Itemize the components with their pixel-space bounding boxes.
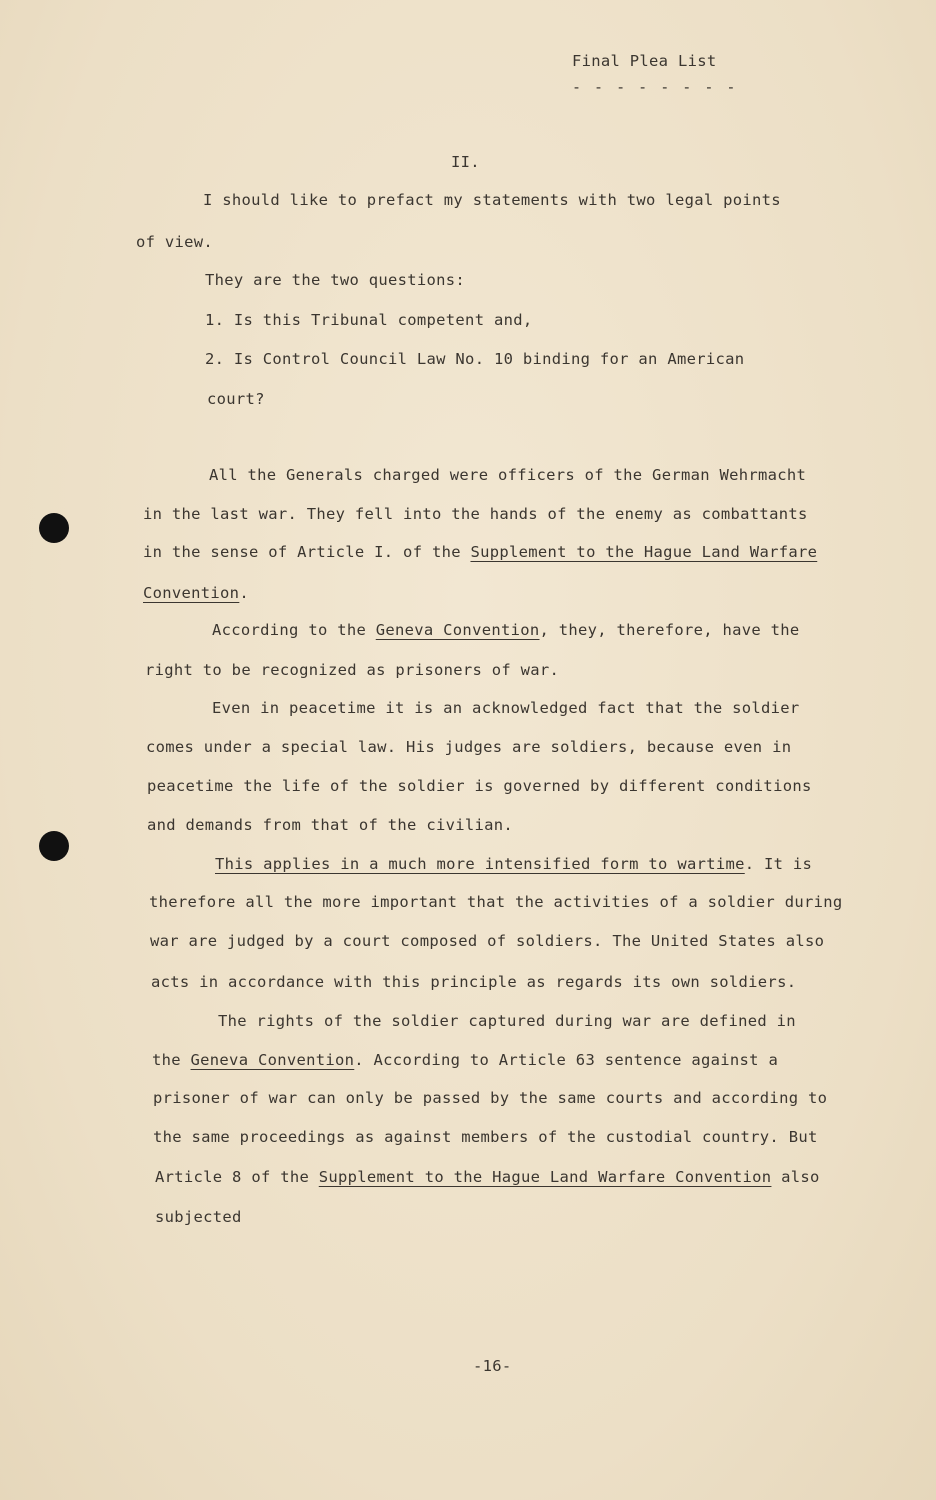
- underlined-reference: Geneva Convention: [375, 621, 540, 639]
- text-line: [205, 271, 465, 289]
- text-span: therefore all the more important that the activities of a soldier during: [149, 893, 843, 911]
- text-span: right to be recognized as prisoners of war.: [145, 661, 560, 679]
- text-line: [152, 1051, 778, 1069]
- text-line: [215, 855, 812, 873]
- text-line: [136, 233, 213, 251]
- text-line: [212, 621, 800, 639]
- text-span: , they, therefore, have the: [539, 621, 800, 639]
- text-line: [151, 973, 796, 991]
- header-underline: - - - - - - - -: [572, 78, 738, 96]
- text-span: in the sense of Article I. of the: [143, 543, 471, 561]
- text-span: acts in accordance with this principle as regards its own soldiers.: [151, 973, 797, 991]
- header-title: Final Plea List: [572, 52, 717, 70]
- text-span: war are judged by a court composed of soldiers. The United States also: [150, 932, 825, 950]
- punch-hole-top: [39, 513, 69, 543]
- text-span: Article 8 of the: [155, 1168, 319, 1186]
- text-line: [212, 699, 800, 717]
- text-line: [155, 1168, 820, 1186]
- text-line: [146, 738, 791, 756]
- text-line: [145, 661, 559, 679]
- text-line: [203, 191, 781, 209]
- text-line: [143, 584, 249, 602]
- text-span: Even in peacetime it is an acknowledged fact that the soldier: [212, 699, 800, 717]
- text-line: [205, 311, 532, 329]
- underlined-reference: This applies in a much more intensified form to wartime: [215, 855, 745, 873]
- text-span: .: [239, 584, 249, 602]
- text-span: 1. Is this Tribunal competent and,: [205, 311, 533, 329]
- underlined-reference: Supplement to the Hague Land Warfare Convention: [318, 1168, 772, 1186]
- text-span: subjected: [155, 1208, 242, 1226]
- text-line: [207, 390, 265, 408]
- text-span: . It is: [744, 855, 813, 873]
- section-number: II.: [451, 153, 480, 171]
- text-line: [218, 1012, 796, 1030]
- text-span: also: [771, 1168, 820, 1186]
- text-span: of view.: [136, 233, 214, 251]
- text-span: prisoner of war can only be passed by the same courts and according to: [153, 1089, 828, 1107]
- underlined-reference: Geneva Convention: [190, 1051, 355, 1069]
- page-number: -16-: [473, 1357, 512, 1375]
- text-span: comes under a special law. His judges are soldiers, because even in: [146, 738, 792, 756]
- text-span: According to the: [212, 621, 376, 639]
- text-span: peacetime the life of the soldier is governed by different conditions: [147, 777, 812, 795]
- text-line: [143, 505, 808, 523]
- text-span: in the last war. They fell into the hands of the enemy as combattants: [143, 505, 808, 523]
- underlined-reference: Convention: [143, 584, 240, 602]
- text-line: [153, 1089, 827, 1107]
- text-line: [209, 466, 806, 484]
- text-span: They are the two questions:: [205, 271, 466, 289]
- text-line: [205, 350, 744, 368]
- underlined-reference: Supplement to the Hague Land Warfare: [470, 543, 818, 561]
- text-span: All the Generals charged were officers of the German Wehrmacht: [209, 466, 807, 484]
- text-span: and demands from that of the civilian.: [147, 816, 514, 834]
- text-span: I should like to prefact my statements with two legal points: [203, 191, 781, 209]
- text-line: [153, 1128, 818, 1146]
- text-line: [149, 893, 843, 911]
- text-span: court?: [207, 390, 265, 408]
- text-line: [143, 543, 817, 561]
- text-span: The rights of the soldier captured during war are defined in: [218, 1012, 796, 1030]
- text-line: [155, 1208, 242, 1226]
- text-line: [147, 777, 812, 795]
- text-line: [147, 816, 513, 834]
- text-span: 2. Is Control Council Law No. 10 binding for an American: [205, 350, 745, 368]
- text-line: [150, 932, 824, 950]
- text-span: the: [152, 1051, 191, 1069]
- text-span: . According to Article 63 sentence against a: [354, 1051, 779, 1069]
- punch-hole-bottom: [39, 831, 69, 861]
- text-span: the same proceedings as against members of the custodial country. But: [153, 1128, 818, 1146]
